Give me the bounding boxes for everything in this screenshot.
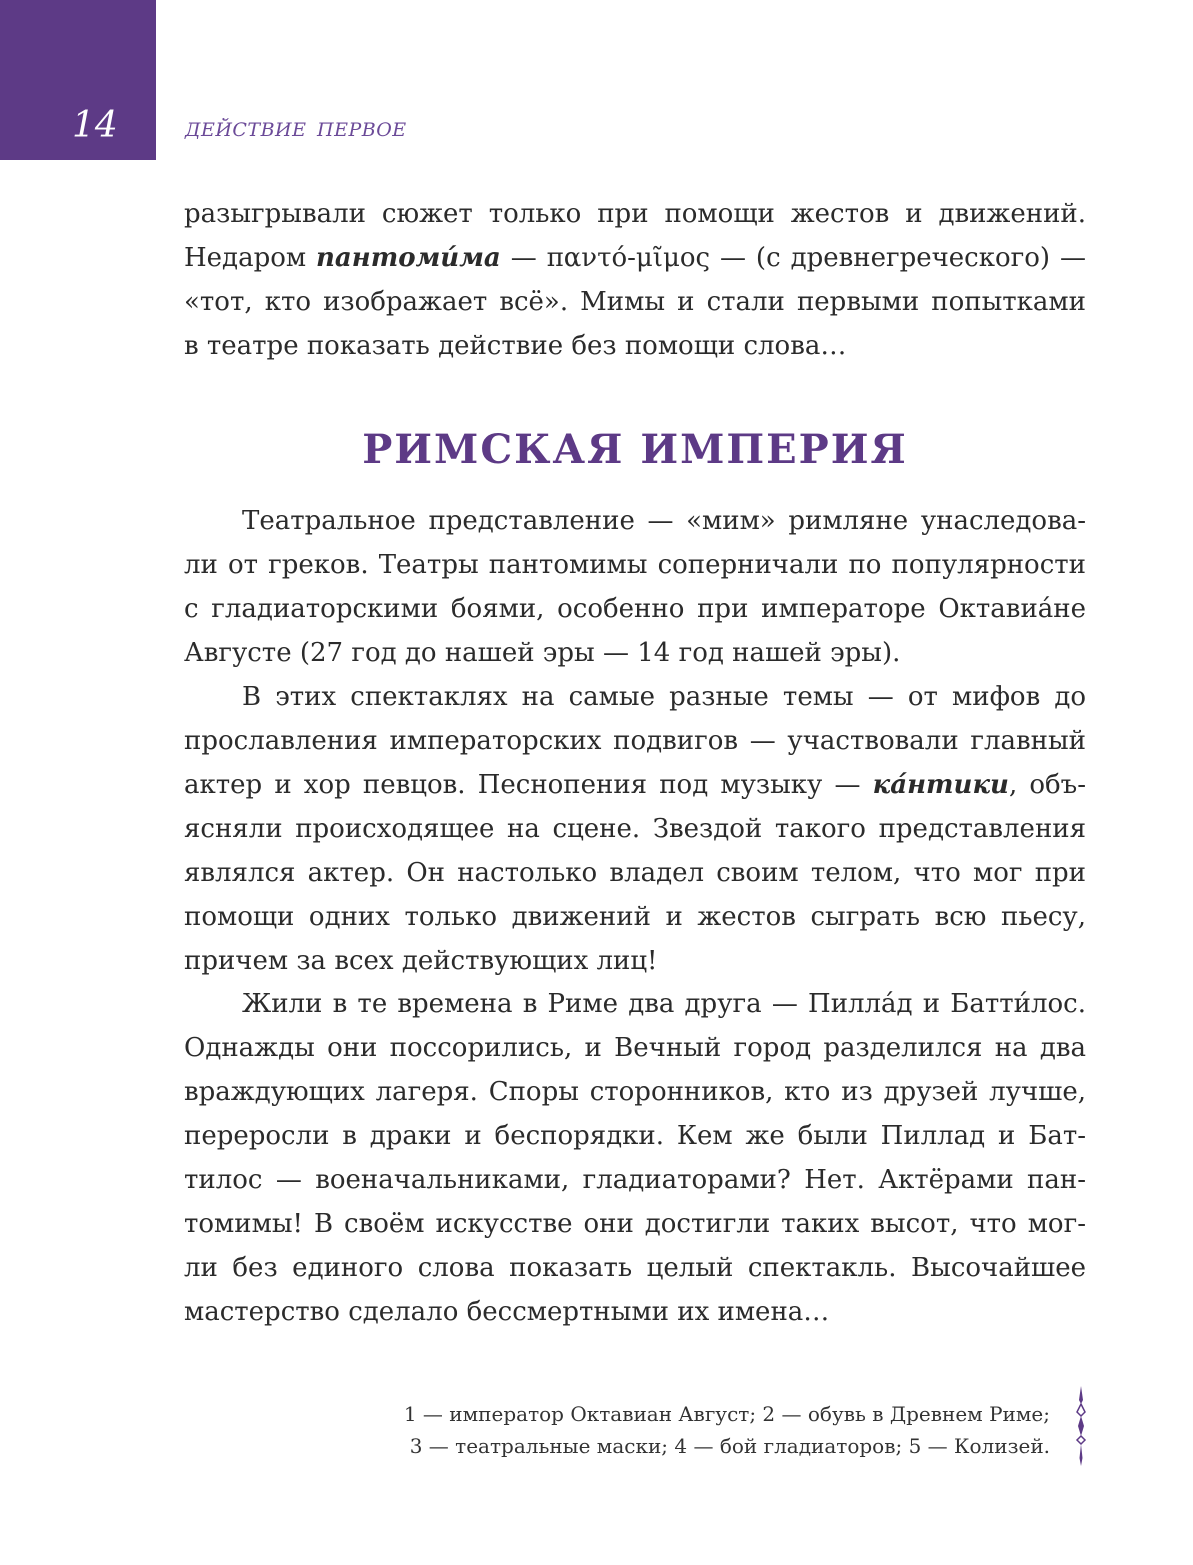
running-head: ДЕЙСТВИЕ ПЕРВОЕ <box>185 119 407 141</box>
text-line: причем за всех действующих лиц! <box>184 946 658 976</box>
text-line: прославления императорских подвигов — участвовали главный <box>184 726 1086 756</box>
text-line: являлся актер. Он настолько владел своим телом, что мог при <box>184 858 1086 888</box>
text-line <box>184 236 1086 280</box>
text-line: враждующих лагеря. Споры сторонников, кто из друзей лучше, <box>184 1077 1086 1107</box>
text-line: тилос — военачальниками, гладиаторами? Нет. Актёрами пан- <box>184 1165 1086 1195</box>
ornament-icon <box>1071 1386 1091 1466</box>
text-line: ли от греков. Театры пантомимы соперничали по популярности <box>184 550 1086 580</box>
text-line: переросли в драки и беспорядки. Кем же были Пиллад и Бат- <box>184 1121 1086 1151</box>
image-caption <box>300 1398 1050 1462</box>
paragraph-3 <box>184 982 1086 1334</box>
text-fragment: Недаром <box>184 243 317 273</box>
text-line: ли без единого слова показать целый спектакль. Высочайшее <box>184 1253 1086 1283</box>
text-line: ясняли происходящее на сцене. Звездой такого представления <box>184 814 1086 844</box>
text-line: разыгрывали сюжет только при помощи жестов и движений. <box>184 199 1086 229</box>
text-line: Театральное представление — «мим» римляне унаследова- <box>242 506 1086 536</box>
text-line: мастерство сделало бессмертными их имена… <box>184 1297 830 1327</box>
text-fragment: — παντό-μῖμος — (с древнегреческого) — <box>500 243 1086 273</box>
paragraph-1 <box>184 499 1086 675</box>
page-number-box <box>0 0 156 160</box>
term-pantomime: пантоми́ма <box>316 243 501 273</box>
text-line: «тот, кто изображает всё». Мимы и стали первыми попытками <box>184 287 1086 317</box>
caption-line: 3 — театральные маски; 4 — бой гладиаторов; 5 — Колизей. <box>409 1434 1050 1458</box>
section-heading: РИМСКАЯ ИМПЕРИЯ <box>362 426 908 473</box>
text-fragment: актер и хор певцов. Песнопения под музыку — <box>184 770 873 800</box>
text-fragment: , объ- <box>1008 770 1087 800</box>
text-line: томимы! В своём искусстве они достигли таких высот, что мог- <box>184 1209 1086 1239</box>
text-line: Однажды они поссорились, и Вечный город разделился на два <box>184 1033 1086 1063</box>
paragraph-2 <box>184 675 1086 983</box>
text-line: В этих спектаклях на самые разные темы — от мифов до <box>242 682 1086 712</box>
caption-line: 1 — император Октавиан Август; 2 — обувь в Древнем Риме; <box>403 1402 1050 1426</box>
text-line: в театре показать действие без помощи слова… <box>184 331 847 361</box>
intro-paragraph <box>184 192 1086 368</box>
text-line <box>184 763 1086 807</box>
text-line: Жили в те времена в Риме два друга — Пилла́д и Батти́лос. <box>242 989 1086 1019</box>
text-line: помощи одних только движений и жестов сыграть всю пьесу, <box>184 902 1086 932</box>
term-cantica: ка́нтики <box>872 770 1009 800</box>
text-line: с гладиаторскими боями, особенно при императоре Октавиа́не <box>184 594 1086 624</box>
text-line: Августе (27 год до нашей эры — 14 год нашей эры). <box>184 638 901 668</box>
page-number: 14 <box>72 105 118 146</box>
